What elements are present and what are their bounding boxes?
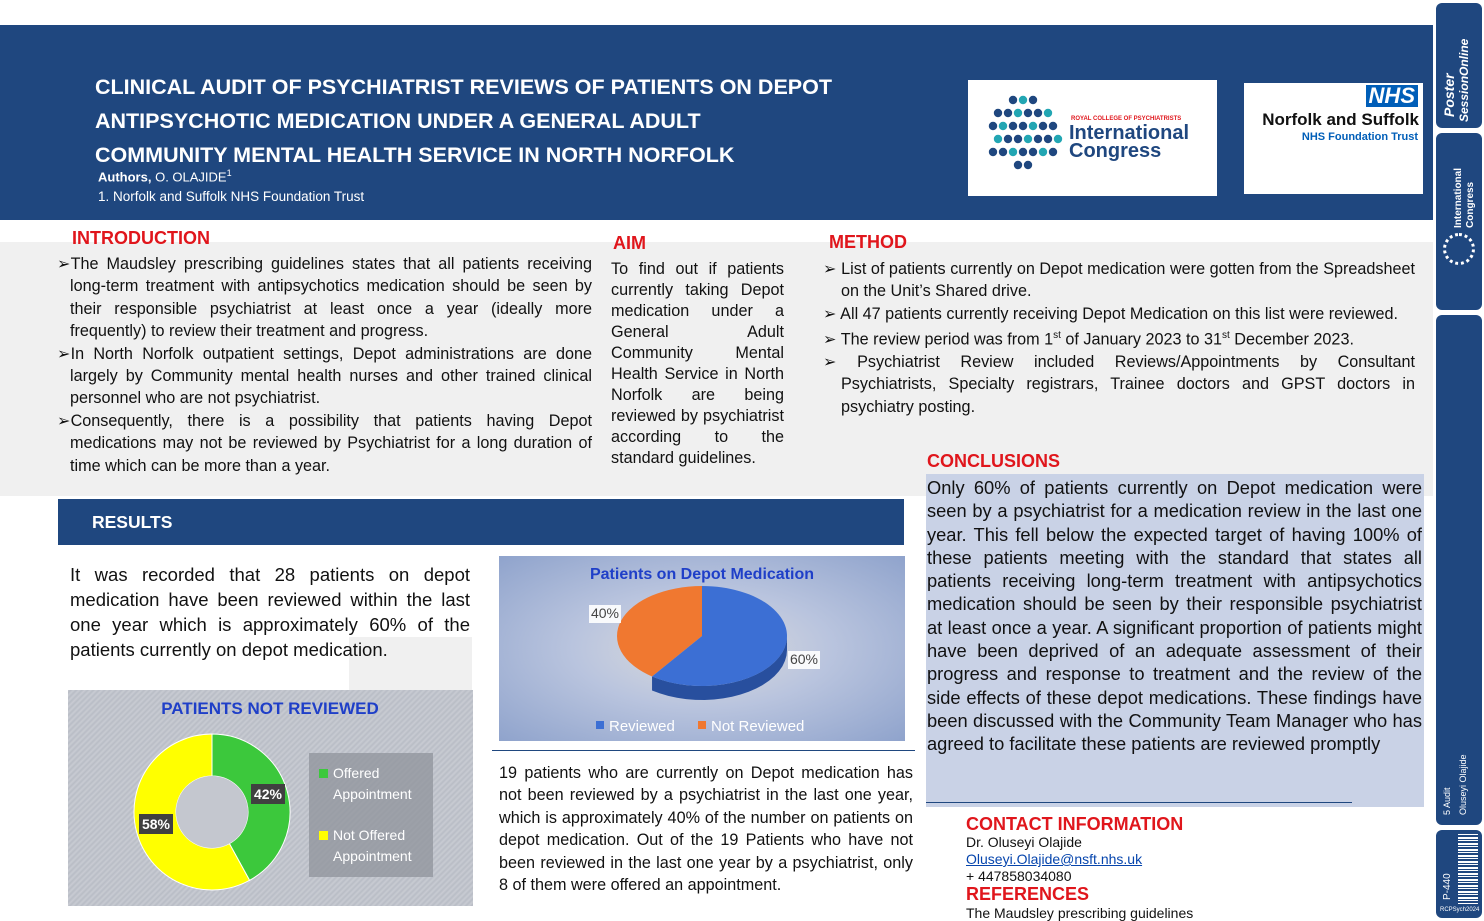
conclusions-underline	[926, 802, 1352, 803]
rcpsych-dot	[1039, 122, 1047, 130]
contact-heading: CONTACT INFORMATION	[966, 814, 1184, 834]
conclusions-body: Only 60% of patients currently on Depot medication were seen by a psychiatrist for a medication review in the last one year. This fell below the expected target of having 100% of these patients meeting with the standard that states all patients receiving long-term treatment with antipsychotics medication should be seen by their responsible psychiatrist at least once a year. A significant proportion of patients might have been deprived of an adequate assessment of their progress and response to treatment and the review of the side effects of these depot medications. These findings have been discussed with the Community Team Manager who has agreed to facilitate these patients are reviewed promptly	[927, 477, 1422, 755]
nhs-logo	[1244, 83, 1423, 194]
contact-name: Dr. Oluseyi Olajide	[966, 834, 1082, 850]
method-bullet: ➢ List of patients currently on Depot medication were gotten from the Spreadsheet on the Unit’s Shared drive.	[823, 260, 1415, 301]
rcpsych-logo-line3: Congress	[1069, 140, 1162, 162]
intro-bullet-text: Consequently, there is a possibility that patients having Depot medications may not be reviewed by Psychiatrist for a long duration of time which can be more than a year.	[70, 411, 592, 475]
method-period-sup: st	[1053, 330, 1061, 342]
introduction-body	[57, 253, 592, 477]
rcpsych-dot	[1029, 148, 1037, 156]
references-heading: REFERENCES	[966, 884, 1090, 904]
donut-legend-label: Appointment	[333, 848, 412, 864]
sidebar-poster-id: P-440	[1442, 873, 1453, 900]
sidebar-brand-line1: Poster	[1441, 73, 1457, 117]
rcpsych-dot	[1019, 148, 1027, 156]
method-bullet: ➢ Psychiatrist Review included Reviews/Appointments by Consultant Psychiatrists, Specialty registrars, Trainee doctors and GPST doctors in psychiatry posting.	[823, 353, 1415, 416]
donut-legend-swatch	[319, 831, 328, 840]
pie-legend-label: Not Reviewed	[711, 718, 805, 735]
method-bullet: ➢ The review period was from 1st of January 2023 to 31st December 2023.	[823, 330, 1354, 349]
author-name: O. OLAJIDE	[155, 169, 227, 185]
title-line: CLINICAL AUDIT OF PSYCHIATRIST REVIEWS OF PATIENTS ON DEPOT	[95, 75, 832, 99]
rcpsych-dot	[994, 109, 1002, 117]
method-bullet-text: All 47 patients currently receiving Depot Medication on this list were reviewed.	[840, 304, 1399, 323]
rcpsych-dot	[1004, 135, 1012, 143]
rcpsych-dot	[1014, 135, 1022, 143]
rcpsych-dot	[1034, 109, 1042, 117]
contact-email-link[interactable]: Oluseyi.Olajide@nsft.nhs.uk	[966, 851, 1143, 867]
rcpsych-dot	[1039, 148, 1047, 156]
rcpsych-dot	[999, 122, 1007, 130]
rcpsych-dot	[1009, 96, 1017, 104]
method-period-pre: The review period was from 1	[840, 330, 1054, 349]
poster-title	[95, 70, 875, 172]
rcpsych-dot	[1014, 161, 1022, 169]
donut-legend-label: Not Offered	[333, 827, 406, 843]
rcpsych-dot	[1044, 109, 1052, 117]
method-bullet: ➢ All 47 patients currently receiving Depot Medication on this list were reviewed.	[823, 304, 1399, 323]
authors-label: Authors,	[98, 169, 152, 185]
intro-bullet-text: In North Norfolk outpatient settings, Depot administrations are done largely by Community mental health nurses and other trained clinical personnel who are not psychiatrist.	[70, 344, 592, 408]
depot-pie-title: Patients on Depot Medication	[589, 566, 815, 583]
intro-bullet: ➢Consequently, there is a possibility that patients having Depot medications may not be reviewed by Psychiatrist for a long duration of time which can be more than a year.	[57, 411, 592, 475]
sidebar-congress-label: International Congress	[1453, 167, 1476, 228]
sidebar-author: Oluseyi Olajide	[1458, 754, 1468, 815]
introduction-heading: INTRODUCTION	[72, 228, 210, 248]
method-bullet-text: List of patients currently on Depot medication were gotten from the Spreadsheet on the Unit’s Shared drive.	[841, 260, 1415, 301]
nhs-trust-name: Norfolk and Suffolk	[1262, 110, 1419, 129]
depot-pie-chart	[499, 556, 905, 741]
rcpsych-logo-line2: International	[1069, 122, 1190, 144]
rcpsych-dot	[1044, 135, 1052, 143]
rcpsych-logo	[968, 80, 1217, 196]
rcpsych-dot	[1029, 122, 1037, 130]
rcpsych-dot	[1004, 109, 1012, 117]
contact-phone: + 447858034080	[966, 868, 1072, 884]
method-period-post: December 2023.	[1229, 330, 1354, 349]
results-heading: RESULTS	[92, 512, 173, 532]
rcpsych-dot	[1019, 122, 1027, 130]
donut-data-label: 42%	[253, 786, 283, 802]
authors	[98, 168, 232, 184]
pie-data-label: 60%	[789, 651, 819, 667]
author-sup: 1	[226, 168, 232, 178]
method-heading: METHOD	[829, 232, 907, 252]
donut-data-label: 58%	[141, 816, 171, 832]
barcode-icon	[1458, 834, 1478, 904]
rcpsych-dot	[1024, 109, 1032, 117]
reference-item: The Maudsley prescribing guidelines	[966, 905, 1194, 921]
rcpsych-dot	[989, 148, 997, 156]
sidebar-info-panel	[1436, 315, 1482, 825]
method-period-mid: of January 2023 to 31	[1060, 330, 1222, 349]
donut-hole	[176, 776, 248, 848]
rcpsych-dot	[1009, 148, 1017, 156]
rcpsych-dot	[1029, 96, 1037, 104]
rcpsych-dot	[1034, 135, 1042, 143]
method-period-sup: st	[1221, 330, 1230, 342]
method-bullet-text: Psychiatrist Review included Reviews/Appointments by Consultant Psychiatrists, Specialty registrars, Trainee doctors and GPST doctors in psychiatry posting.	[841, 353, 1415, 416]
rcpsych-dot	[1054, 135, 1062, 143]
donut-legend-swatch	[319, 769, 328, 778]
nhs-trust-sub: NHS Foundation Trust	[1301, 131, 1418, 143]
rcpsych-dot	[1024, 135, 1032, 143]
rcpsych-dot	[1024, 161, 1032, 169]
title-line: ANTIPSYCHOTIC MEDICATION UNDER A GENERAL ADULT	[95, 109, 701, 133]
donut-title: PATIENTS NOT REVIEWED	[161, 699, 379, 718]
aim-heading: AIM	[613, 233, 646, 253]
rcpsych-dot	[1009, 122, 1017, 130]
results-text-1: It was recorded that 28 patients on depot medication have been reviewed within the last one year which is approximately 60% of the patients currently on depot medication.	[70, 564, 470, 660]
depot-pie-svg	[499, 556, 905, 741]
intro-bullet-text: The Maudsley prescribing guidelines states that all patients receiving long-term treatment with antipsychotics medication should be seen by their responsible psychiatrist at least once a year (ideally more frequently) to review their treatment and progress.	[70, 255, 592, 341]
sidebar-brand-panel[interactable]	[1436, 3, 1482, 128]
congress-logo-icon	[1443, 233, 1475, 265]
intro-bullet: ➢The Maudsley prescribing guidelines states that all patients receiving long-term treatment with antipsychotics medication should be seen by their responsible psychiatrist at least once a year (ideally more frequently) to review their treatment and progress.	[57, 255, 592, 341]
pie-legend-swatch	[596, 721, 604, 729]
sidebar-brand-line2: SessionOnline	[1457, 38, 1471, 122]
sidebar-category: 5 Audit	[1442, 787, 1452, 815]
rcpsych-dot	[1014, 109, 1022, 117]
results-text-2: 19 patients who are currently on Depot medication has not been reviewed by a psychiatrist in the last one year, which is approximately 40% of the number on patients on depot medication. Out of the 19 Patients who have not been reviewed in the last one year by a psychiatrist, only 8 of them were offered an appointment.	[499, 764, 913, 895]
intro-bullet: ➢In North Norfolk outpatient settings, Depot administrations are done largely by Community mental health nurses and other trained clinical personnel who are not psychiatrist.	[57, 344, 592, 408]
rcpsych-dot	[994, 135, 1002, 143]
aim-body: To find out if patients currently taking Depot medication under a General Adult Community Mental Health Service in North Norfolk are being reviewed by psychiatrist according to the standard guidelines.	[611, 260, 784, 467]
rcpsych-dot	[1019, 96, 1027, 104]
rcpsych-dot	[989, 122, 997, 130]
results-divider	[492, 750, 915, 751]
conclusions-heading: CONCLUSIONS	[927, 451, 1061, 471]
pie-legend-swatch	[698, 721, 706, 729]
results-bar	[58, 499, 904, 545]
not-reviewed-donut-chart	[68, 690, 473, 906]
sidebar-code: RCPSych2024	[1440, 907, 1480, 913]
sidebar-congress-panel[interactable]	[1436, 133, 1482, 310]
affiliation: 1. Norfolk and Suffolk NHS Foundation Trust	[98, 189, 365, 204]
donut-legend-label: Offered	[333, 765, 380, 781]
not-reviewed-donut-svg	[68, 690, 473, 906]
pie-data-label: 40%	[590, 605, 620, 621]
donut-legend-label: Appointment	[333, 786, 412, 802]
rcpsych-dot	[1049, 148, 1057, 156]
rcpsych-dot	[999, 148, 1007, 156]
sidebar-id-panel	[1436, 830, 1482, 918]
rcpsych-dot	[1049, 122, 1057, 130]
nhs-badge: NHS	[1366, 85, 1418, 107]
rcpsych-logo-line1: ROYAL COLLEGE OF PSYCHIATRISTS	[1071, 116, 1182, 122]
pie-legend-label: Reviewed	[609, 718, 675, 735]
title-line: COMMUNITY MENTAL HEALTH SERVICE IN NORTH NORFOLK	[95, 143, 735, 167]
method-body	[823, 258, 1415, 418]
